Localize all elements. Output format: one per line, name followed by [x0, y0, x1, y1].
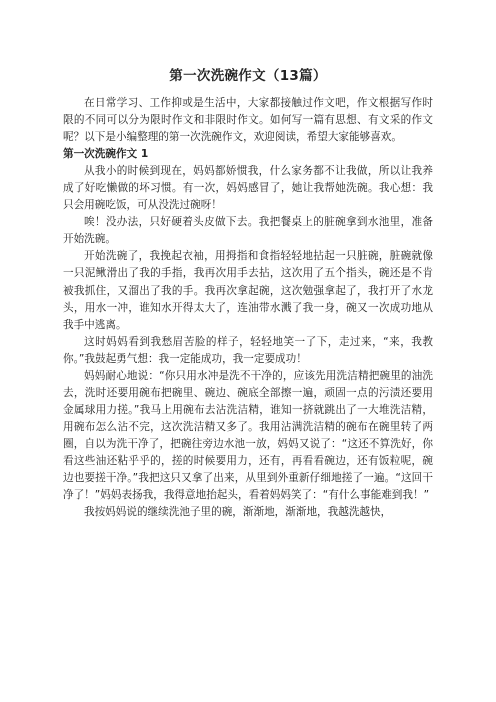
paragraph: 妈妈耐心地说：“你只用水冲是洗不干净的，应该先用洗洁精把碗里的油洗去，洗时还要用碗布把碗里、碗边、碗底全部擦一遍，顽固一点的污渍还要用金属球用力搓。”我马上用碗布去沾洗洁精，谁知一挤就跳出了一大堆洗洁精，用碗布怎么沾不完，这次洗洁精又多了。我用沾满洗洁精的碗布在碗里转了两圈，自以为洗干净了，把碗往旁边水池一放，妈妈又说了：“这还不算洗好，你看这些油还粘乎乎的，搓的时候要用力，还有，再看看碗边，还有饭粒呢，碗边也要搓干净。”我把这只又拿了出来，从里到外重新仔细地搓了一遍。“这回干净了！”妈妈表扬我，我得意地抬起头，看着妈妈笑了：“有什么事能难到我！” — [63, 369, 433, 502]
section-heading: 第一次洗碗作文 1 — [63, 148, 149, 161]
document-title: 第一次洗碗作文（13篇） — [169, 68, 327, 84]
paragraph: 开始洗碗了，我挽起衣袖，用拇指和食指轻轻地拈起一只脏碗，脏碗就像一只泥鳅滑出了我的手指，我再次用手去拈，这次用了五个指头，碗还是不肯被我抓住，又溜出了我的手。我再次拿起碗，这次勉强拿起了，我打开了水龙头，用水一冲，谁知水开得太大了，连油带水溅了我一身，碗又一次成功地从我手中逃离。 — [63, 250, 433, 331]
paragraph: 唉！没办法，只好硬着头皮做下去。我把餐桌上的脏碗拿到水池里，准备开始洗碗。 — [63, 216, 433, 246]
document-body — [63, 95, 433, 521]
paragraph: 从我小的时候到现在，妈妈都娇惯我，什么家务都不让我做，所以让我养成了好吃懒做的坏习惯。有一次，妈妈感冒了，她让我帮她洗碗。我心想：我只会用碗吃饭，可从没洗过碗呀！ — [63, 165, 433, 212]
intro-paragraph: 在日常学习、工作抑或是生活中，大家都接触过作文吧，作文根据写作时限的不同可以分为限时作文和非限时作文。如何写一篇有思想、有文采的作文呢？以下是小编整理的第一次洗碗作文，欢迎阅读，希望大家能够喜欢。 — [63, 97, 433, 144]
paragraph: 我按妈妈说的继续洗池子里的碗，渐渐地，渐渐地，我越洗越快， — [84, 506, 392, 519]
paragraph: 这时妈妈看到我愁眉苦脸的样子，轻轻地笑一了下，走过来，“来，我教你。”我鼓起勇气想：我一定能成功，我一定要成功！ — [63, 335, 433, 365]
